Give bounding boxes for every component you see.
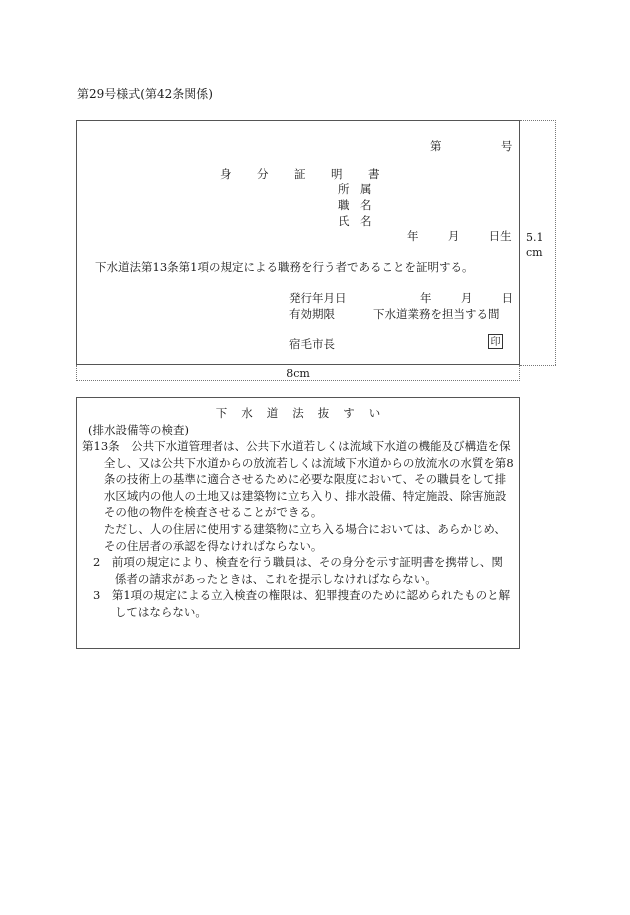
law-excerpt-title: 下 水 道 法 抜 す い: [215, 406, 381, 420]
title-char: 身: [220, 167, 232, 181]
number-suffix: 号: [500, 139, 513, 153]
certification-statement: 下水道法第13条第1項の規定による職務を行う者であることを証明する。: [95, 260, 474, 274]
date-of-birth: 年 月 日生: [407, 229, 512, 243]
width-dimension: 8cm: [286, 367, 310, 380]
field-name: 氏 名: [338, 214, 372, 228]
height-dimension: 5.1 cm: [526, 231, 544, 259]
title-char: 分: [257, 167, 269, 181]
title-char: 明: [331, 167, 343, 181]
validity-label: 有効期限: [289, 307, 335, 321]
dimension-guide-bottom: [520, 365, 556, 366]
title-char: 書: [368, 167, 380, 181]
law-article-1-proviso: ただし、人の住居に使用する建築物に立ち入る場合においては、あらかじめ、その住居者の承認を得なければならない。: [103, 522, 506, 553]
law-article-1: 第13条 公共下水道管理者は、公共下水道若しくは流域下水道の機能及び構造を保全し、又は公共下水道からの放流若しくは流域下水道からの放流水の水質を第8条の技術上の基準に適合させるために必要な限度において、その職員をして排水区域内の他人の土地又は建築物に立ち入り、排水設備、特定施設、除害施設その他の物件を検査させることができる。: [82, 439, 514, 520]
dimension-guide-right: [555, 120, 556, 365]
validity-value: 下水道業務を担当する間: [373, 307, 500, 321]
dimension-guide-top: [520, 120, 556, 121]
number-prefix: 第: [430, 139, 442, 153]
field-affiliation: 所 属: [338, 182, 372, 196]
issue-date-label: 発行年月日: [289, 291, 347, 305]
field-position: 職 名: [338, 198, 372, 212]
law-subheading: (排水設備等の検査): [88, 423, 189, 437]
certificate-number: [430, 138, 512, 154]
issue-date: 年 月 日: [420, 291, 514, 305]
issuer-name: 宿毛市長: [289, 337, 335, 351]
form-heading: 第29号様式(第42条関係): [77, 87, 213, 101]
certificate-title: [220, 166, 405, 182]
law-article-2: 2 前項の規定により、検査を行う職員は、その身分を示す証明書を携帯し、関係者の請求があったときは、これを提示しなければならない。: [93, 555, 503, 586]
title-char: 証: [294, 167, 306, 181]
law-article-3: 3 第1項の規定による立入検査の権限は、犯罪捜査のために認められたものと解してはならない。: [93, 588, 511, 619]
seal-stamp: 印: [488, 334, 503, 349]
